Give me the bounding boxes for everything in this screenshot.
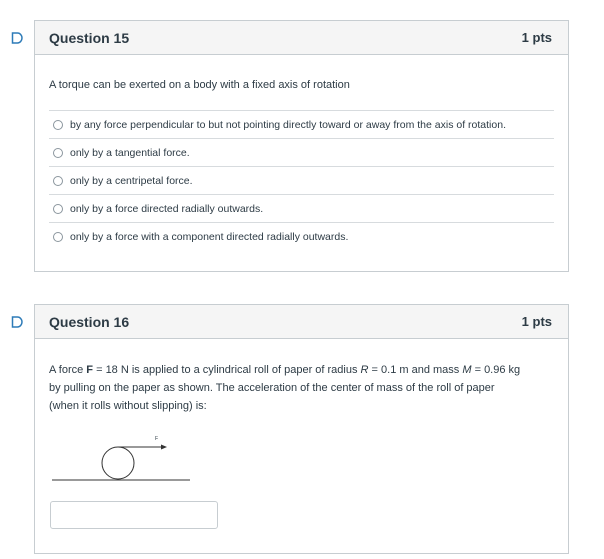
question-15: [34, 20, 569, 272]
radio-button[interactable]: [53, 148, 63, 158]
question-header: [35, 21, 568, 55]
answer-option[interactable]: [49, 110, 554, 138]
force-label: F: [155, 436, 159, 442]
flag-question-icon[interactable]: [11, 32, 23, 44]
radio-button[interactable]: [53, 120, 63, 130]
answer-option[interactable]: [49, 222, 554, 250]
radio-button[interactable]: [53, 204, 63, 214]
question-title: Question 15: [49, 29, 130, 46]
question-points: 1 pts: [521, 314, 552, 329]
question-text-line: (when it rolls without slipping) is:: [49, 400, 207, 412]
answer-label: by any force perpendicular to but not pointing directly toward or away from the axis of rotation.: [70, 118, 506, 131]
question-points: 1 pts: [521, 30, 552, 45]
radio-button[interactable]: [53, 176, 63, 186]
flag-question-icon[interactable]: [11, 316, 23, 328]
question-text-line: by pulling on the paper as shown. The acceleration of the center of mass of the roll of paper: [49, 382, 495, 394]
answer-label: only by a centripetal force.: [70, 174, 193, 187]
answer-label: only by a force directed radially outwards.: [70, 202, 264, 215]
answer-label: only by a force with a component directed radially outwards.: [70, 230, 349, 243]
answer-option[interactable]: [49, 194, 554, 222]
force-arrow: [161, 445, 167, 450]
question-text: [35, 361, 568, 415]
question-text: A torque can be exerted on a body with a fixed axis of rotation: [49, 79, 350, 91]
answer-input[interactable]: [50, 501, 218, 529]
answer-option[interactable]: [49, 138, 554, 166]
radio-button[interactable]: [53, 232, 63, 242]
paper-roll: [102, 447, 134, 479]
answer-list: [49, 110, 554, 250]
question-16: [34, 304, 569, 554]
question-title: Question 16: [49, 313, 130, 330]
question-text-line: A force F = 18 N is applied to a cylindrical roll of paper of radius R = 0.1 m and mass M = 0.96 kg: [49, 364, 521, 376]
paper-roll-diagram: [49, 431, 194, 483]
answer-option[interactable]: [49, 166, 554, 194]
question-header: [35, 305, 568, 339]
answer-label: only by a tangential force.: [70, 146, 190, 159]
